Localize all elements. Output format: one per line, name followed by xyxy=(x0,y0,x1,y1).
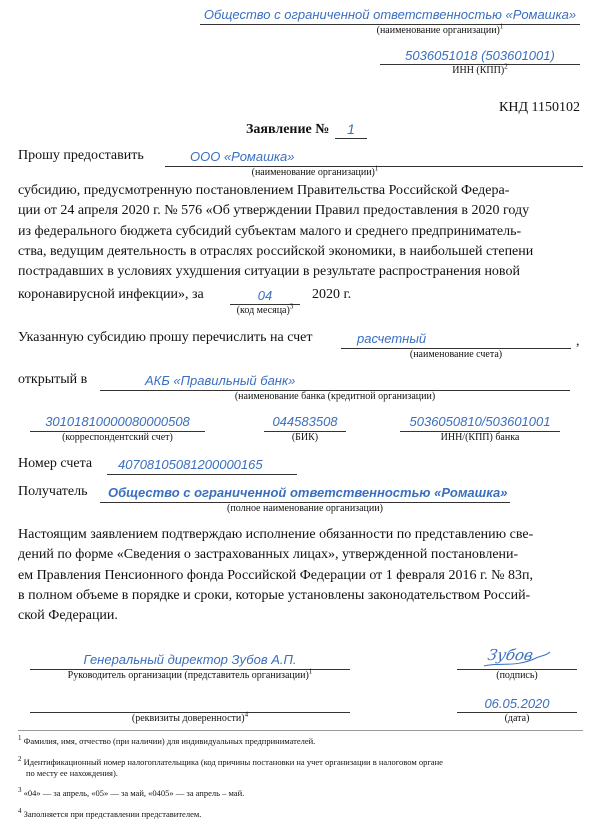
title-prefix: Заявление № xyxy=(246,122,330,137)
recipient-value: Общество с ограниченной ответственностью «Ромашка» xyxy=(108,485,508,500)
recipient-caption: (полное наименование организации) xyxy=(227,503,383,514)
page-title xyxy=(246,122,329,138)
footnote-1: $^1$ Фамилия, имя, отчество (при наличии) для индивидуальных предпринимателей. xyxy=(18,734,316,746)
request-body-line: ства, ведущим деятельность в отраслях российской экономики, в наибольшей степени xyxy=(18,243,534,259)
confirmation-line: Настоящим заявлением подтверждаю исполнение обязанности по представлению све- xyxy=(18,527,534,542)
footnote-divider xyxy=(18,730,583,731)
request-org-value: ООО «Ромашка» xyxy=(190,149,295,164)
bik-caption: (БИК) xyxy=(291,432,319,443)
attorney-caption: (реквизиты доверенности)$^4$ xyxy=(131,710,249,724)
request-lead: Прошу предоставить xyxy=(18,148,144,163)
signature-caption: (подпись) xyxy=(496,670,538,681)
account-caption: (наименование счета) xyxy=(409,349,503,360)
account-number-line xyxy=(107,474,297,475)
bik-value: 044583508 xyxy=(272,414,338,429)
month-caption: (код месяца)$^3$ xyxy=(236,302,294,316)
account-number-value: 40708105081200000165 xyxy=(118,457,263,472)
head-caption: Руководитель организации (представитель организации)$^1$ xyxy=(67,667,313,681)
request-body-line: ции от 24 апреля 2020 г. № 576 «Об утверждении Правил предоставления в 2020 году xyxy=(18,203,530,219)
org-name-caption: (наименование организации)$^1$ xyxy=(376,22,504,36)
request-body-line: пострадавших в условиях ухудшения ситуации в результате распространения новой xyxy=(18,264,520,280)
bank-inn-value: 5036050810/503601001 xyxy=(409,414,551,429)
signature-image xyxy=(476,644,556,672)
knd-code: КНД 1150102 xyxy=(499,100,580,115)
confirmation-line: дений по форме «Сведения о застрахованных лицах», утвержденной постановлени- xyxy=(18,547,519,563)
month-value: 04 xyxy=(257,288,273,303)
account-number-lead: Номер счета xyxy=(18,456,93,471)
request-year: 2020 г. xyxy=(312,287,352,302)
footnote-3: $^3$ «04» — за апрель, «05» — за май, «0405» — за апрель – май. xyxy=(18,786,245,798)
account-value: расчетный xyxy=(357,331,427,346)
date-caption: (дата) xyxy=(504,713,530,724)
bank-caption: (наименование банка (кредитной организации) xyxy=(234,391,436,402)
bank-inn-caption: ИНН/(КПП) банка xyxy=(440,432,520,443)
footnote-2: $^2$ Идентификационный номер налогоплательщика (код причины постановки на учет организации в налоговом органе по месту ее нахождения). xyxy=(18,755,443,778)
org-name-value: Общество с ограниченной ответственностью «Ромашка» xyxy=(203,7,577,22)
account-lead: Указанную субсидию прошу перечислить на счет xyxy=(18,330,313,345)
head-value: Генеральный директор Зубов А.П. xyxy=(83,652,297,667)
request-body xyxy=(18,181,533,282)
request-body-line: из федерального бюджета субсидий субъектам малого и среднего предприниматель- xyxy=(18,223,522,239)
corr-account-value: 30101810000080000508 xyxy=(45,414,190,429)
recipient-lead: Получатель xyxy=(18,484,88,499)
signature-handwriting: Зубов xyxy=(486,646,535,664)
footnote-4: $^4$ Заполняется при представлении представителем. xyxy=(18,807,202,819)
inn-kpp-caption: ИНН (КПП)$^2$ xyxy=(452,62,508,76)
confirmation-line: ской Федерации. xyxy=(18,608,118,624)
title-number-line xyxy=(335,138,367,139)
bank-value: АКБ «Правильный банк» xyxy=(145,373,296,388)
request-body-line: субсидию, предусмотренную постановлением Правительства Российской Федера- xyxy=(18,183,510,198)
request-last-line: коронавирусной инфекции», за xyxy=(18,287,204,302)
confirmation-line: в полном объеме в порядке и сроки, которые установлены законодательством Россий- xyxy=(18,587,531,603)
title-number: 1 xyxy=(347,121,355,137)
inn-kpp-value: 5036051018 (503601001) xyxy=(405,48,555,63)
confirmation-line: ем Правления Пенсионного фонда Российской Федерации от 1 февраля 2016 г. № 83п, xyxy=(18,567,533,583)
bank-lead: открытый в xyxy=(18,372,88,387)
request-org-caption: (наименование организации)$^1$ xyxy=(251,164,379,178)
confirmation-text xyxy=(18,525,533,626)
account-comma: , xyxy=(576,334,580,349)
date-value: 06.05.2020 xyxy=(484,696,550,711)
corr-account-caption: (корреспондентский счет) xyxy=(62,432,173,443)
